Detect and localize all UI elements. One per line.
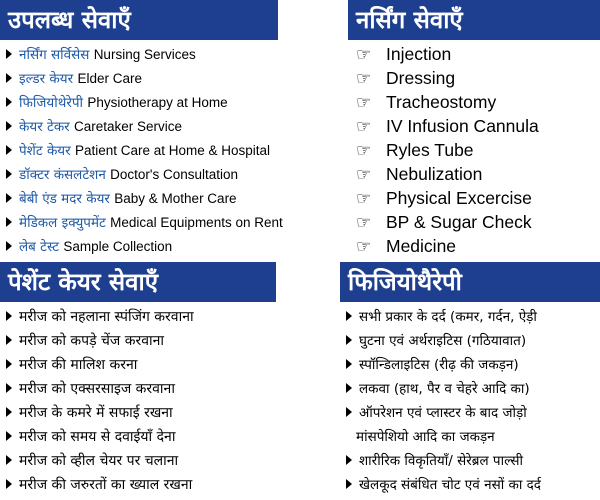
list-item bbox=[348, 138, 600, 162]
nursing-service-label: Nebulization bbox=[386, 164, 483, 184]
physiotherapy-label: खेलकूद संबंधित चोट एवं नसों का दर्द bbox=[359, 477, 541, 493]
list-item bbox=[0, 377, 345, 401]
list-item bbox=[0, 139, 345, 163]
physiotherapy-label: स्पॉन्डिलाइटिस (रीढ़ की जकड़न) bbox=[359, 357, 519, 373]
patient-care-label: मरीज को एक्सरसाइज करवाना bbox=[19, 381, 175, 397]
triangle-bullet-icon bbox=[6, 359, 12, 369]
triangle-bullet-icon bbox=[6, 241, 12, 251]
list-item bbox=[0, 353, 345, 377]
service-name-english: Nursing Services bbox=[93, 47, 196, 62]
nursing-services-list bbox=[348, 40, 600, 258]
service-name-hindi: इल्डर केयर bbox=[19, 71, 74, 87]
service-name-english: Patient Care at Home & Hospital bbox=[74, 143, 271, 158]
triangle-bullet-icon bbox=[6, 121, 12, 131]
list-item bbox=[0, 43, 345, 67]
patient-care-label: मरीज की जरुरतों का ख्याल रखना bbox=[19, 477, 193, 493]
list-item bbox=[0, 91, 345, 115]
triangle-bullet-icon bbox=[6, 97, 12, 107]
list-item bbox=[348, 162, 600, 186]
patient-care-list bbox=[0, 302, 345, 497]
patient-care-label: मरीज को समय से दवाईयाँ देना bbox=[19, 429, 176, 445]
pointing-hand-icon: ☞ bbox=[356, 45, 372, 64]
service-name-hindi: पेशेंट केयर bbox=[19, 143, 71, 159]
physiotherapy-label: सभी प्रकार के दर्द (कमर, गर्दन, ऐड़ी bbox=[359, 309, 537, 325]
list-item bbox=[0, 401, 345, 425]
nursing-services-panel bbox=[348, 0, 600, 262]
list-item bbox=[0, 115, 345, 139]
triangle-bullet-icon bbox=[346, 335, 352, 345]
list-item bbox=[348, 42, 600, 66]
service-name-hindi: डॉक्टर कंसलटेशन bbox=[19, 167, 106, 183]
patient-care-label: मरीज को नहलाना स्पंजिंग करवाना bbox=[19, 309, 194, 325]
patient-care-label: मरीज के कमरे में सफाई रखना bbox=[19, 405, 173, 421]
list-item bbox=[0, 211, 345, 235]
service-name-hindi: केयर टेकर bbox=[19, 119, 70, 135]
list-item bbox=[0, 163, 345, 187]
pointing-hand-icon: ☞ bbox=[356, 69, 372, 88]
list-item bbox=[0, 187, 345, 211]
list-item bbox=[0, 449, 345, 473]
list-item bbox=[0, 425, 345, 449]
triangle-bullet-icon bbox=[346, 455, 352, 465]
list-item bbox=[0, 473, 345, 497]
service-name-english: Doctor's Consultation bbox=[110, 167, 239, 182]
list-item bbox=[348, 210, 600, 234]
list-item bbox=[348, 114, 600, 138]
triangle-bullet-icon bbox=[6, 311, 12, 321]
physiotherapy-title: फिजियोथैरेपी bbox=[340, 262, 600, 302]
available-services-panel bbox=[0, 0, 345, 262]
list-item bbox=[340, 401, 600, 425]
list-item bbox=[0, 305, 345, 329]
service-name-hindi: बेबी एंड मदर केयर bbox=[19, 191, 110, 207]
nursing-service-label: BP & Sugar Check bbox=[386, 212, 532, 232]
service-name-hindi: मेडिकल इक्युपमेंट bbox=[19, 215, 106, 231]
list-item bbox=[0, 235, 345, 259]
list-item bbox=[340, 473, 600, 497]
patient-care-label: मरीज को कपड़े चेंज करवाना bbox=[19, 333, 165, 349]
nursing-service-label: Ryles Tube bbox=[386, 140, 474, 160]
triangle-bullet-icon bbox=[6, 169, 12, 179]
pointing-hand-icon: ☞ bbox=[356, 237, 372, 256]
nursing-service-label: Injection bbox=[386, 44, 452, 64]
patient-care-panel bbox=[0, 262, 345, 500]
available-services-title: उपलब्ध सेवाएँ bbox=[0, 0, 278, 40]
physiotherapy-label: शारीरिक विकृतियाँ/ सेरेब्रल पाल्सी bbox=[359, 453, 523, 469]
triangle-bullet-icon bbox=[6, 217, 12, 227]
pointing-hand-icon: ☞ bbox=[356, 141, 372, 160]
nursing-service-label: Dressing bbox=[386, 68, 456, 88]
triangle-bullet-icon bbox=[346, 407, 352, 417]
service-name-english: Caretaker Service bbox=[74, 119, 183, 134]
available-services-list bbox=[0, 40, 345, 259]
list-item bbox=[340, 305, 600, 329]
list-item bbox=[340, 377, 600, 401]
physiotherapy-label: मांसपेशियो आदि का जकड़न bbox=[356, 429, 495, 445]
list-item bbox=[348, 234, 600, 258]
list-item bbox=[340, 353, 600, 377]
triangle-bullet-icon bbox=[6, 73, 12, 83]
list-item bbox=[348, 66, 600, 90]
nursing-service-label: Medicine bbox=[386, 236, 457, 256]
triangle-bullet-icon bbox=[6, 455, 12, 465]
triangle-bullet-icon bbox=[346, 383, 352, 393]
nursing-services-title: नर्सिंग सेवाएँ bbox=[348, 0, 600, 40]
triangle-bullet-icon bbox=[6, 479, 12, 489]
list-item bbox=[348, 186, 600, 210]
triangle-bullet-icon bbox=[346, 479, 352, 489]
list-item bbox=[340, 329, 600, 353]
triangle-bullet-icon bbox=[6, 145, 12, 155]
triangle-bullet-icon bbox=[6, 431, 12, 441]
pointing-hand-icon: ☞ bbox=[356, 165, 372, 184]
physiotherapy-label: घुटना एवं अर्थराइटिस (गठियावात) bbox=[359, 333, 527, 349]
nursing-service-label: Tracheostomy bbox=[386, 92, 497, 112]
pointing-hand-icon: ☞ bbox=[356, 117, 372, 136]
triangle-bullet-icon bbox=[346, 359, 352, 369]
physiotherapy-panel bbox=[340, 262, 600, 500]
service-name-english: Medical Equipments on Rent bbox=[110, 215, 283, 230]
physiotherapy-list bbox=[340, 302, 600, 497]
pointing-hand-icon: ☞ bbox=[356, 189, 372, 208]
triangle-bullet-icon bbox=[6, 49, 12, 59]
patient-care-label: मरीज को व्हील चेयर पर चलाना bbox=[19, 453, 179, 469]
list-item bbox=[0, 67, 345, 91]
pointing-hand-icon: ☞ bbox=[356, 93, 372, 112]
service-name-hindi: नर्सिंग सर्विसेस bbox=[19, 47, 90, 63]
physiotherapy-label: ऑपरेशन एवं प्लास्टर के बाद जोड़ो bbox=[359, 405, 527, 421]
triangle-bullet-icon bbox=[6, 335, 12, 345]
triangle-bullet-icon bbox=[6, 383, 12, 393]
nursing-service-label: IV Infusion Cannula bbox=[386, 116, 539, 136]
service-name-english: Elder Care bbox=[77, 71, 142, 86]
triangle-bullet-icon bbox=[346, 311, 352, 321]
patient-care-label: मरीज की मालिश करना bbox=[19, 357, 138, 373]
service-name-hindi: लेब टेस्ट bbox=[19, 239, 60, 255]
list-item bbox=[340, 449, 600, 473]
physiotherapy-label: लकवा (हाथ, पैर व चेहरे आदि का) bbox=[359, 381, 530, 397]
list-item bbox=[0, 329, 345, 353]
pointing-hand-icon: ☞ bbox=[356, 213, 372, 232]
service-name-english: Sample Collection bbox=[63, 239, 173, 254]
nursing-service-label: Physical Excercise bbox=[386, 188, 532, 208]
service-name-hindi: फिजियोथेरेपी bbox=[19, 95, 84, 111]
triangle-bullet-icon bbox=[6, 193, 12, 203]
patient-care-title: पेशेंट केयर सेवाएँ bbox=[0, 262, 276, 302]
list-item-continuation bbox=[340, 425, 600, 449]
service-name-english: Physiotherapy at Home bbox=[87, 95, 228, 110]
service-name-english: Baby & Mother Care bbox=[114, 191, 237, 206]
list-item bbox=[348, 90, 600, 114]
triangle-bullet-icon bbox=[6, 407, 12, 417]
